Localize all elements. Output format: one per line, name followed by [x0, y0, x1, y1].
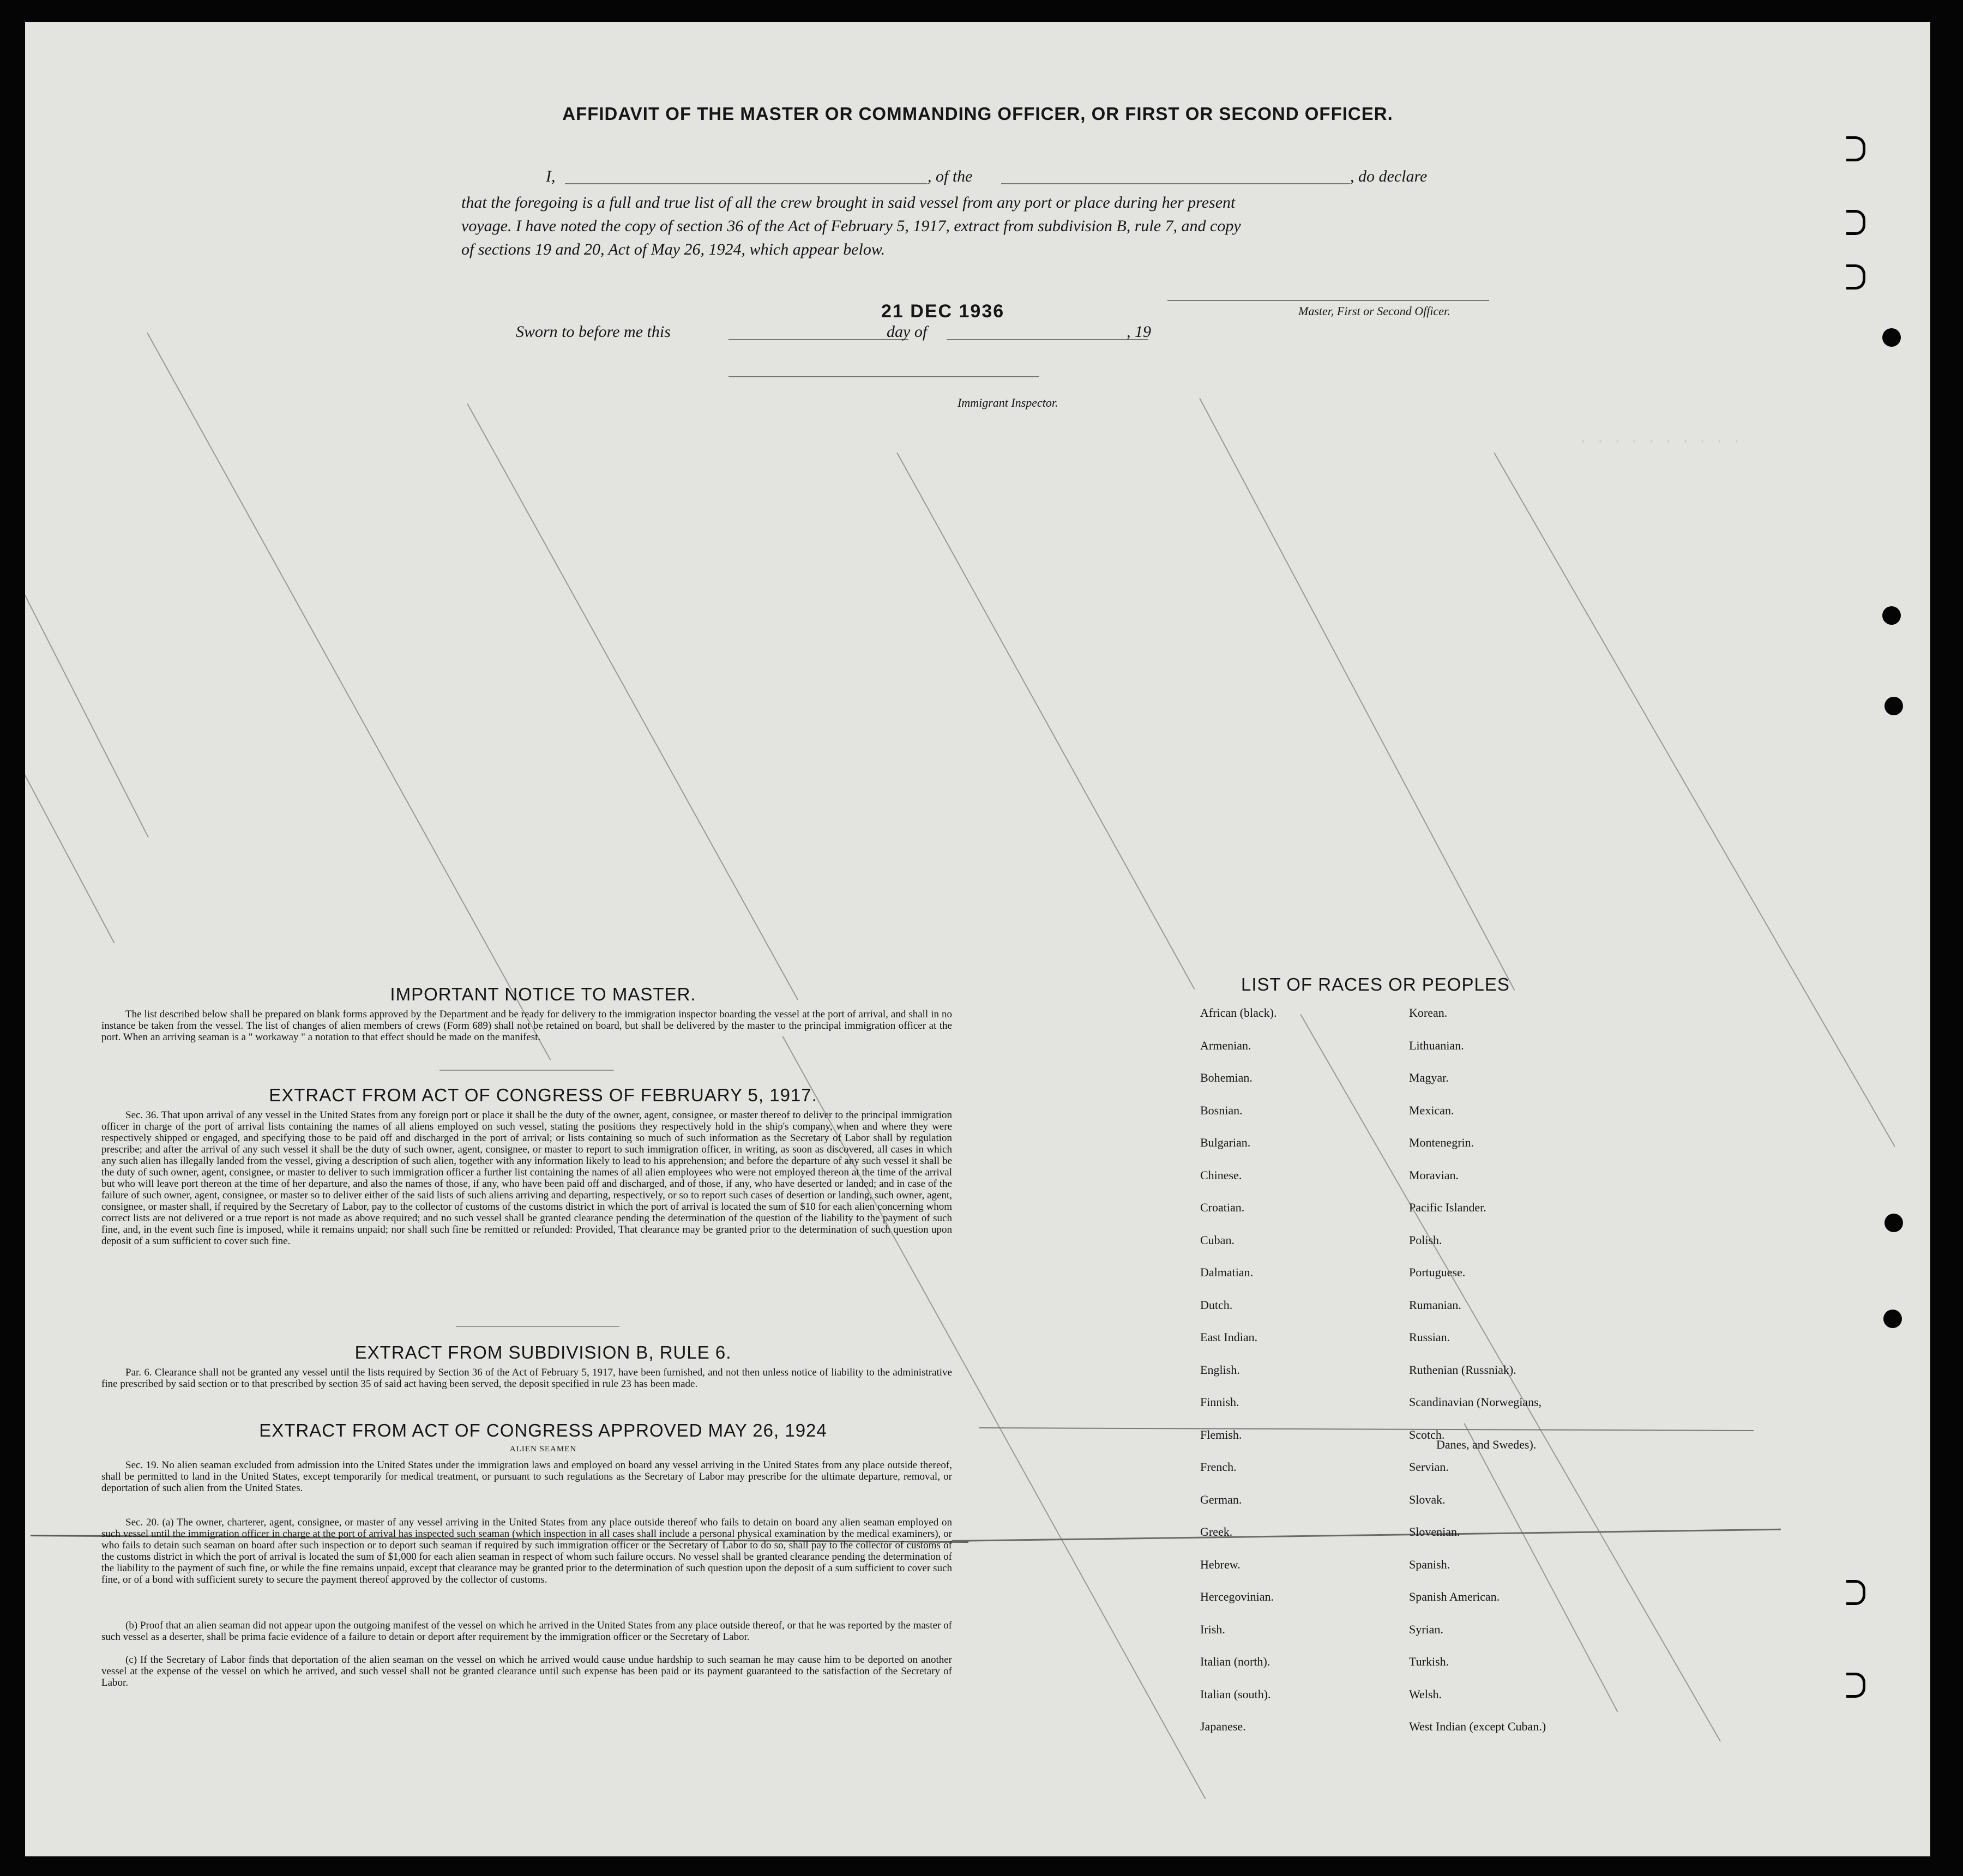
- race-item: Italian (south).: [1200, 1687, 1271, 1701]
- strike-line: [896, 453, 1195, 990]
- sec20c-text: (c) If the Secretary of Labor finds that deportation of the alien seaman on the vessel on which he arrived would cause undue hardship to such seaman he may cause him to be deported on another vessel at the expense of the vessel on which he arrived, and such vessel shall not be granted clearance until such expense has been paid or its payment guaranteed to the satisfaction of the Secretary of Labor.: [101, 1654, 952, 1688]
- binder-hole: [1884, 697, 1903, 715]
- binder-hole-half: [1846, 210, 1865, 235]
- sec20b-text: (b) Proof that an alien seaman did not appear upon the outgoing manifest of the vessel on which he arrived in the United States from any place outside thereof, or that he was reported by the master of such vessel as a deserter, shall be prima facie evidence of a failure to detain or deport after requirement by the immigration officer or the Secretary of Labor.: [101, 1620, 952, 1643]
- declaration-text-1: that the foregoing is a full and true list of all the crew brought in said vessel from any port or place during her present: [461, 194, 1236, 212]
- date-stamp: 21 DEC 1936: [881, 301, 1005, 322]
- day-of-label: day of: [887, 323, 928, 341]
- race-item: Slovak.: [1409, 1492, 1446, 1506]
- race-item: Lithuanian.: [1409, 1038, 1464, 1052]
- race-item: Montenegrin.: [1409, 1136, 1474, 1149]
- race-item: Hebrew.: [1200, 1557, 1241, 1571]
- declaration-text-3: of sections 19 and 20, Act of May 26, 1924, which appear below.: [461, 240, 886, 258]
- race-item-continuation: Danes, and Swedes).: [1436, 1438, 1537, 1451]
- year-label: , 19: [1127, 323, 1151, 341]
- strike-line: [1300, 1014, 1721, 1742]
- race-item: Chinese.: [1200, 1168, 1242, 1182]
- race-item: Bohemian.: [1200, 1071, 1253, 1084]
- race-item: Korean.: [1409, 1006, 1448, 1020]
- inspector-label: Immigrant Inspector.: [958, 396, 1058, 409]
- race-item: African (black).: [1200, 1006, 1277, 1020]
- race-item: Mexican.: [1409, 1103, 1454, 1117]
- strike-line: [1464, 1423, 1618, 1712]
- declaration-text-2: voyage. I have noted the copy of section 36 of the Act of February 5, 1917, extract from subdivision B, rule 7, and copy: [461, 217, 1241, 235]
- notice-title: IMPORTANT NOTICE TO MASTER.: [390, 984, 696, 1004]
- extract-1917-text: Sec. 36. That upon arrival of any vessel in the United States from any foreign port or place it shall be the duty of the owner, agent, consignee, or master thereof to deliver to the principal immigration officer in charge of the port of arrival lists containing the names of all aliens employed on such vessel, stating the positions they respectively hold in the ship's company, when and where they were respectively shipped or engaged, and specifying those to be paid off and discharged in the port of arrival; or lists containing so much of such information as the Secretary of Labor shall by regulation prescribe; and after the arrival of any such vessel it shall be the duty of such owner, agent, consignee, or master to report to such immigration officer, in writing, as soon as discovered, all cases in which any such alien has illegally landed from the vessel, giving a description of such alien, together with any information likely to lead to his apprehension; and before the departure of any such vessel it shall be the duty of such owner, agent, consignee, or master to deliver to such immigration officer a further list containing the names of all alien employees who were not employed thereon at the time of the arrival but who will leave port thereon at the time of her departure, and also the names of those, if any, who have been paid off and discharged, and of those, if any, who have deserted or landed; and in case of the failure of such owner, agent, consignee, or master so to deliver either of the said lists of such aliens arriving and departing, respectively, or so to report such cases of desertion or landing, such owner, agent, consignee, or master shall, if required by the Secretary of Labor, pay to the collector of customs of the customs district in which the port of arrival is located the sum of $10 for each alien concerning whom correct lists are not delivered or a true report is not made as above required; and no such vessel shall be granted clearance pending the determination of the question of the liability to the payment of such fine, and, in the event such fine is imposed, while it remains unpaid; nor shall such fine be remitted or refunded: Provided, That clearance may be granted prior to the determination of such question upon deposit of a sum sufficient to cover such fine.: [101, 1109, 952, 1247]
- race-item: Bulgarian.: [1200, 1136, 1251, 1149]
- notice-text: The list described below shall be prepared on blank forms approved by the Department and be ready for delivery to the immigration inspector boarding the vessel at the port of arrival, and shall in no instance be taken from the vessel. The list of changes of alien members of crews (Form 689) shall not be retained on board, but shall be delivered by the master to the principal immigration officer at the port. When an arriving seaman is a " workaway " a notation to that effect should be made on the manifest.: [101, 1009, 952, 1043]
- race-item: Moravian.: [1409, 1168, 1459, 1182]
- race-item: Turkish.: [1409, 1655, 1449, 1668]
- section-divider: [456, 1326, 619, 1327]
- race-item: Russian.: [1409, 1330, 1450, 1344]
- sworn-month-field[interactable]: [947, 339, 1148, 340]
- race-item: Armenian.: [1200, 1038, 1251, 1052]
- race-item: Slovenian.: [1409, 1525, 1460, 1539]
- race-item: French.: [1200, 1460, 1237, 1474]
- sec19-text: Sec. 19. No alien seaman excluded from admission into the United States under the immigration laws and employed on board any vessel arriving in the United States from any place outside thereof, shall be permitted to land in the United States, except temporarily for medical treatment, or pursuant to such regulations as the Secretary of Labor may prescribe for the ultimate departure, removal, or deportation of such alien from the United States.: [101, 1459, 952, 1494]
- declarant-label: I,: [546, 167, 556, 185]
- rule6-text: Par. 6. Clearance shall not be granted any vessel until the lists required by Section 36 of the Act of February 5, 1917, have been furnished, and not then unless notice of liability to the administrative fine prescribed by said section or to that prescribed by section 35 of said act having been served, the deposit specified in rule 23 has been made.: [101, 1367, 952, 1390]
- race-item: Welsh.: [1409, 1687, 1442, 1701]
- affidavit-title: AFFIDAVIT OF THE MASTER OR COMMANDING OFFICER, OR FIRST OR SECOND OFFICER.: [562, 104, 1393, 124]
- race-item: Rumanian.: [1409, 1298, 1461, 1312]
- sec20a-text: Sec. 20. (a) The owner, charterer, agent, consignee, or master of any vessel arriving in the United States from any place outside thereof who fails to detain on board any alien seaman employed on such vessel until the immigration officer in charge at the port of arrival has inspected such seaman (which inspection in all cases shall include a personal physical examination by the medical examiners), or who fails to detain such seaman on board after such inspection or to deport such seaman if required by such immigration officer or the Secretary of Labor to do so, shall pay to the collector of customs of the customs district in which the port of arrival is located the sum of $1,000 for each alien seaman in respect of whom such failure occurs. No vessel shall be granted clearance pending the determination of the liability to the payment of such fine, or while the fine remains unpaid, except that clearance may be granted prior to the determination of such question upon the deposit of a sum sufficient to cover such fine, or of a bond with sufficient surety to secure the payment thereof approved by the collector of customs.: [101, 1517, 952, 1585]
- show-through-text: · · · · · · · · · ·: [1579, 433, 1741, 450]
- race-item: Spanish American.: [1409, 1590, 1500, 1603]
- binder-hole-half: [1846, 1673, 1865, 1698]
- binder-hole: [1882, 328, 1901, 347]
- race-item: Italian (north).: [1200, 1655, 1270, 1668]
- binder-hole: [1882, 606, 1901, 625]
- race-item: Flemish.: [1200, 1427, 1242, 1441]
- alien-seamen-subtitle: ALIEN SEAMEN: [509, 1445, 577, 1453]
- sworn-day-field[interactable]: [728, 339, 908, 340]
- race-item: Croatian.: [1200, 1201, 1245, 1214]
- vessel-name-field[interactable]: [1001, 183, 1350, 184]
- race-item: West Indian (except Cuban.): [1409, 1720, 1546, 1733]
- race-item: Pacific Islander.: [1409, 1201, 1486, 1214]
- race-item: Ruthenian (Russniak).: [1409, 1362, 1516, 1377]
- sworn-label: Sworn to before me this: [516, 323, 671, 341]
- strike-line: [1494, 453, 1895, 1147]
- do-declare-label: , do declare: [1350, 167, 1428, 185]
- race-item: German.: [1200, 1492, 1242, 1506]
- race-item: Scandinavian (Norwegians,: [1409, 1395, 1542, 1409]
- strike-line: [1199, 398, 1515, 991]
- race-item: English.: [1200, 1362, 1240, 1377]
- race-item: East Indian.: [1200, 1330, 1258, 1344]
- race-item: Japanese.: [1200, 1720, 1246, 1733]
- race-item: Polish.: [1409, 1233, 1442, 1247]
- race-item: Bosnian.: [1200, 1103, 1243, 1117]
- race-item: Dalmatian.: [1200, 1265, 1254, 1279]
- master-signature-field[interactable]: [1167, 300, 1489, 301]
- extract-1917-title: EXTRACT FROM ACT OF CONGRESS OF FEBRUARY 5, 1917.: [269, 1085, 817, 1105]
- inspector-signature-field[interactable]: [728, 376, 1039, 377]
- declarant-name-field[interactable]: [565, 183, 928, 184]
- binder-hole: [1883, 1310, 1902, 1328]
- race-item: Spanish.: [1409, 1557, 1450, 1571]
- strike-line: [147, 333, 551, 1060]
- master-label: Master, First or Second Officer.: [1298, 304, 1450, 318]
- document-page: [25, 22, 1930, 1856]
- binder-hole: [1884, 1214, 1903, 1232]
- declaration-line: [461, 165, 1595, 188]
- section-divider: [439, 1070, 614, 1071]
- race-item: Syrian.: [1409, 1622, 1443, 1636]
- binder-hole-half: [1846, 264, 1865, 289]
- rule6-title: EXTRACT FROM SUBDIVISION B, RULE 6.: [354, 1342, 732, 1362]
- race-item: Servian.: [1409, 1460, 1449, 1474]
- horizontal-fold-line: [979, 1427, 1754, 1431]
- strike-line: [25, 594, 149, 837]
- race-item: Scotch.: [1409, 1427, 1445, 1441]
- races-title: LIST OF RACES OR PEOPLES: [1241, 974, 1510, 994]
- race-item: Cuban.: [1200, 1233, 1235, 1247]
- race-item: Portuguese.: [1409, 1265, 1466, 1279]
- race-item: Greek.: [1200, 1525, 1233, 1539]
- strike-line: [467, 403, 798, 1000]
- of-the-label: , of the: [928, 167, 973, 185]
- binder-hole-half: [1846, 136, 1865, 161]
- binder-hole-half: [1846, 1580, 1865, 1605]
- race-item: Finnish.: [1200, 1395, 1239, 1409]
- race-item: Dutch.: [1200, 1298, 1233, 1312]
- horizontal-fold-line: [952, 1529, 1781, 1542]
- extract-1924-title: EXTRACT FROM ACT OF CONGRESS APPROVED MAY 26, 1924: [259, 1420, 827, 1440]
- strike-line: [25, 774, 115, 943]
- race-item: Magyar.: [1409, 1071, 1449, 1084]
- race-item: Irish.: [1200, 1622, 1225, 1636]
- race-item: Hercegovinian.: [1200, 1590, 1274, 1603]
